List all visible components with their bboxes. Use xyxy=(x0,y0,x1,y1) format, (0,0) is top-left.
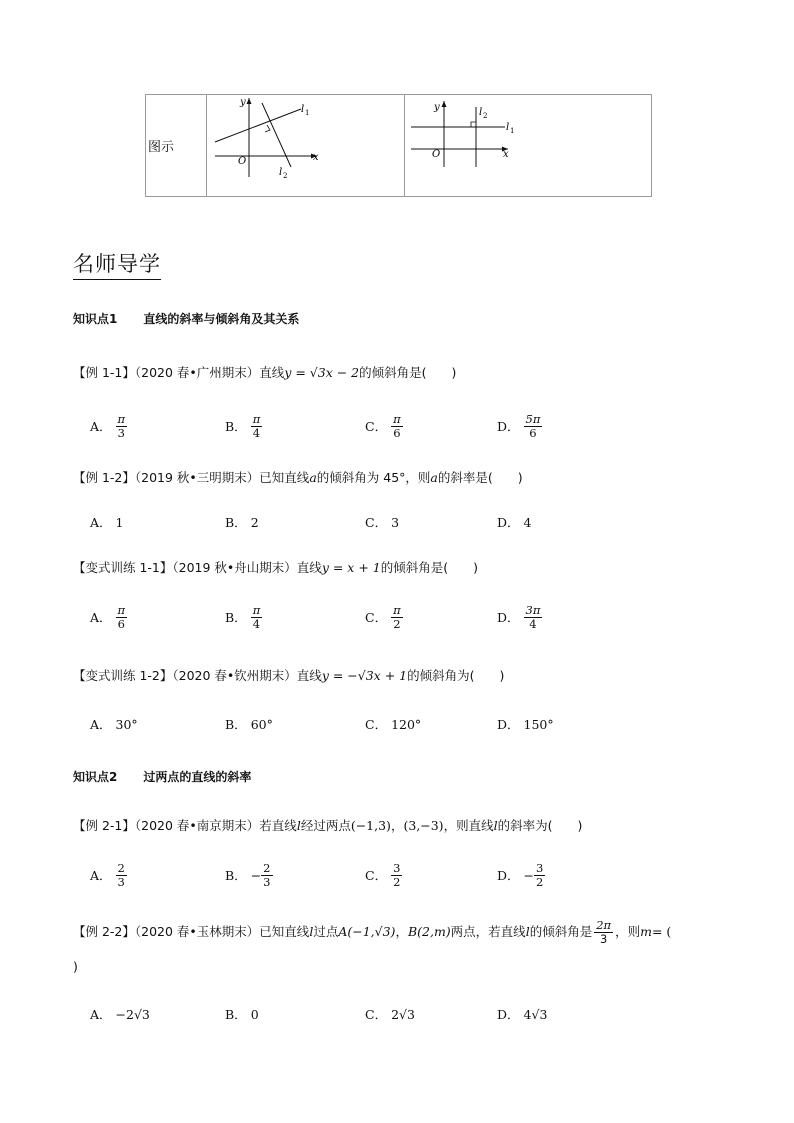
option-d[interactable]: D． 4√3 xyxy=(497,1006,548,1022)
line-l2-subscript: 2 xyxy=(483,112,488,120)
option-a[interactable]: A． $\frac{2}{3}$ xyxy=(90,860,125,889)
variant-1-1: 【变式训练 1-1】（2019 秋•舟山期末）直线y = x + 1的倾斜角是( ) xyxy=(73,560,478,575)
origin-label: O xyxy=(238,156,247,167)
variant-1-2: 【变式训练 1-2】（2020 春•钦州期末）直线y = −√3x + 1的倾斜角为( ) xyxy=(73,668,505,683)
origin-label: O xyxy=(432,149,441,160)
line-l1-subscript: 1 xyxy=(305,109,310,117)
option-b[interactable]: B． $\frac{\pi}{4}$ xyxy=(225,411,261,440)
figure-table xyxy=(145,94,652,197)
axis-parallel-lines-diagram xyxy=(405,95,651,192)
question-2-2-close-paren: ) xyxy=(73,959,78,974)
question-2-2: 【例 2-2】（2020 春•玉林期末）已知直线l过点A(−1,√3)，B(2,m)两点，若直线l的倾斜角是 $\frac{2\pi}{3}$ ，则m= ( xyxy=(73,918,672,946)
question-1-1: 【例 1-1】（2020 春•广州期末）直线y = √3x − 2的倾斜角是( ) xyxy=(73,365,457,380)
question-2-1: 【例 2-1】（2020 春•南京期末）若直线l经过两点(−1,3)，(3,−3)，则直线l的斜率为( ) xyxy=(73,818,583,833)
line-l1-label: l xyxy=(301,104,305,115)
option-b[interactable]: B． − $\frac{2}{3}$ xyxy=(225,860,271,889)
equation: y = −√3x + 1 xyxy=(321,668,408,683)
option-a[interactable]: A． −2√3 xyxy=(90,1006,150,1022)
perpendicular-lines-diagram xyxy=(207,95,404,192)
equation: y = x + 1 xyxy=(321,560,381,575)
option-b[interactable]: B． 2 xyxy=(225,514,259,530)
option-d[interactable]: D． $\frac{5\pi}{6}$ xyxy=(497,411,541,440)
equation: y = √3x − 2 xyxy=(284,365,360,380)
option-a[interactable]: A． 1 xyxy=(90,514,124,530)
option-a[interactable]: A． $\frac{\pi}{6}$ xyxy=(90,602,126,631)
option-a[interactable]: A． 30° xyxy=(90,716,138,732)
option-c[interactable]: C． $\frac{\pi}{2}$ xyxy=(365,602,401,631)
knowledge-point-1 xyxy=(73,310,299,327)
option-d[interactable]: D． $\frac{3\pi}{4}$ xyxy=(497,602,541,631)
kp-label: 知识点2 xyxy=(73,770,118,784)
option-c[interactable]: C． 3 xyxy=(365,514,400,530)
question-1-2: 【例 1-2】（2019 秋•三明期末）已知直线a的倾斜角为 45°，则a的斜率是( ) xyxy=(73,470,523,485)
line-l2-subscript: 2 xyxy=(283,172,288,180)
option-c[interactable]: C． $\frac{3}{2}$ xyxy=(365,860,401,889)
option-c[interactable]: C． $\frac{\pi}{6}$ xyxy=(365,411,401,440)
option-b[interactable]: B． 60° xyxy=(225,716,273,732)
line-l1-label: l xyxy=(506,122,510,133)
kp-label: 知识点1 xyxy=(73,312,118,326)
option-d[interactable]: D． − $\frac{3}{2}$ xyxy=(497,860,544,889)
option-c[interactable]: C． 120° xyxy=(365,716,422,732)
x-axis-label: x xyxy=(313,152,319,163)
line-l2-label: l xyxy=(279,167,283,178)
option-a[interactable]: A． $\frac{\pi}{3}$ xyxy=(90,411,126,440)
diagram-axis-parallel-lines xyxy=(405,95,652,197)
kp-text: 过两点的直线的斜率 xyxy=(143,770,252,784)
option-d[interactable]: D． 150° xyxy=(497,716,554,732)
y-axis-label: y xyxy=(240,97,246,108)
option-b[interactable]: B． 0 xyxy=(225,1006,259,1022)
knowledge-point-2 xyxy=(73,768,251,785)
line-l2-label: l xyxy=(479,107,483,118)
kp-text: 直线的斜率与倾斜角及其关系 xyxy=(143,312,300,326)
y-axis-label: y xyxy=(434,102,440,113)
line-l1-subscript: 1 xyxy=(510,127,515,135)
x-axis-label: x xyxy=(503,149,509,160)
section-title: 名师导学 xyxy=(73,248,161,280)
option-b[interactable]: B． $\frac{\pi}{4}$ xyxy=(225,602,261,631)
diagram-intersecting-lines xyxy=(207,95,405,197)
figure-label: 图示 xyxy=(146,95,207,197)
option-c[interactable]: C． 2√3 xyxy=(365,1006,415,1022)
option-d[interactable]: D． 4 xyxy=(497,514,532,530)
